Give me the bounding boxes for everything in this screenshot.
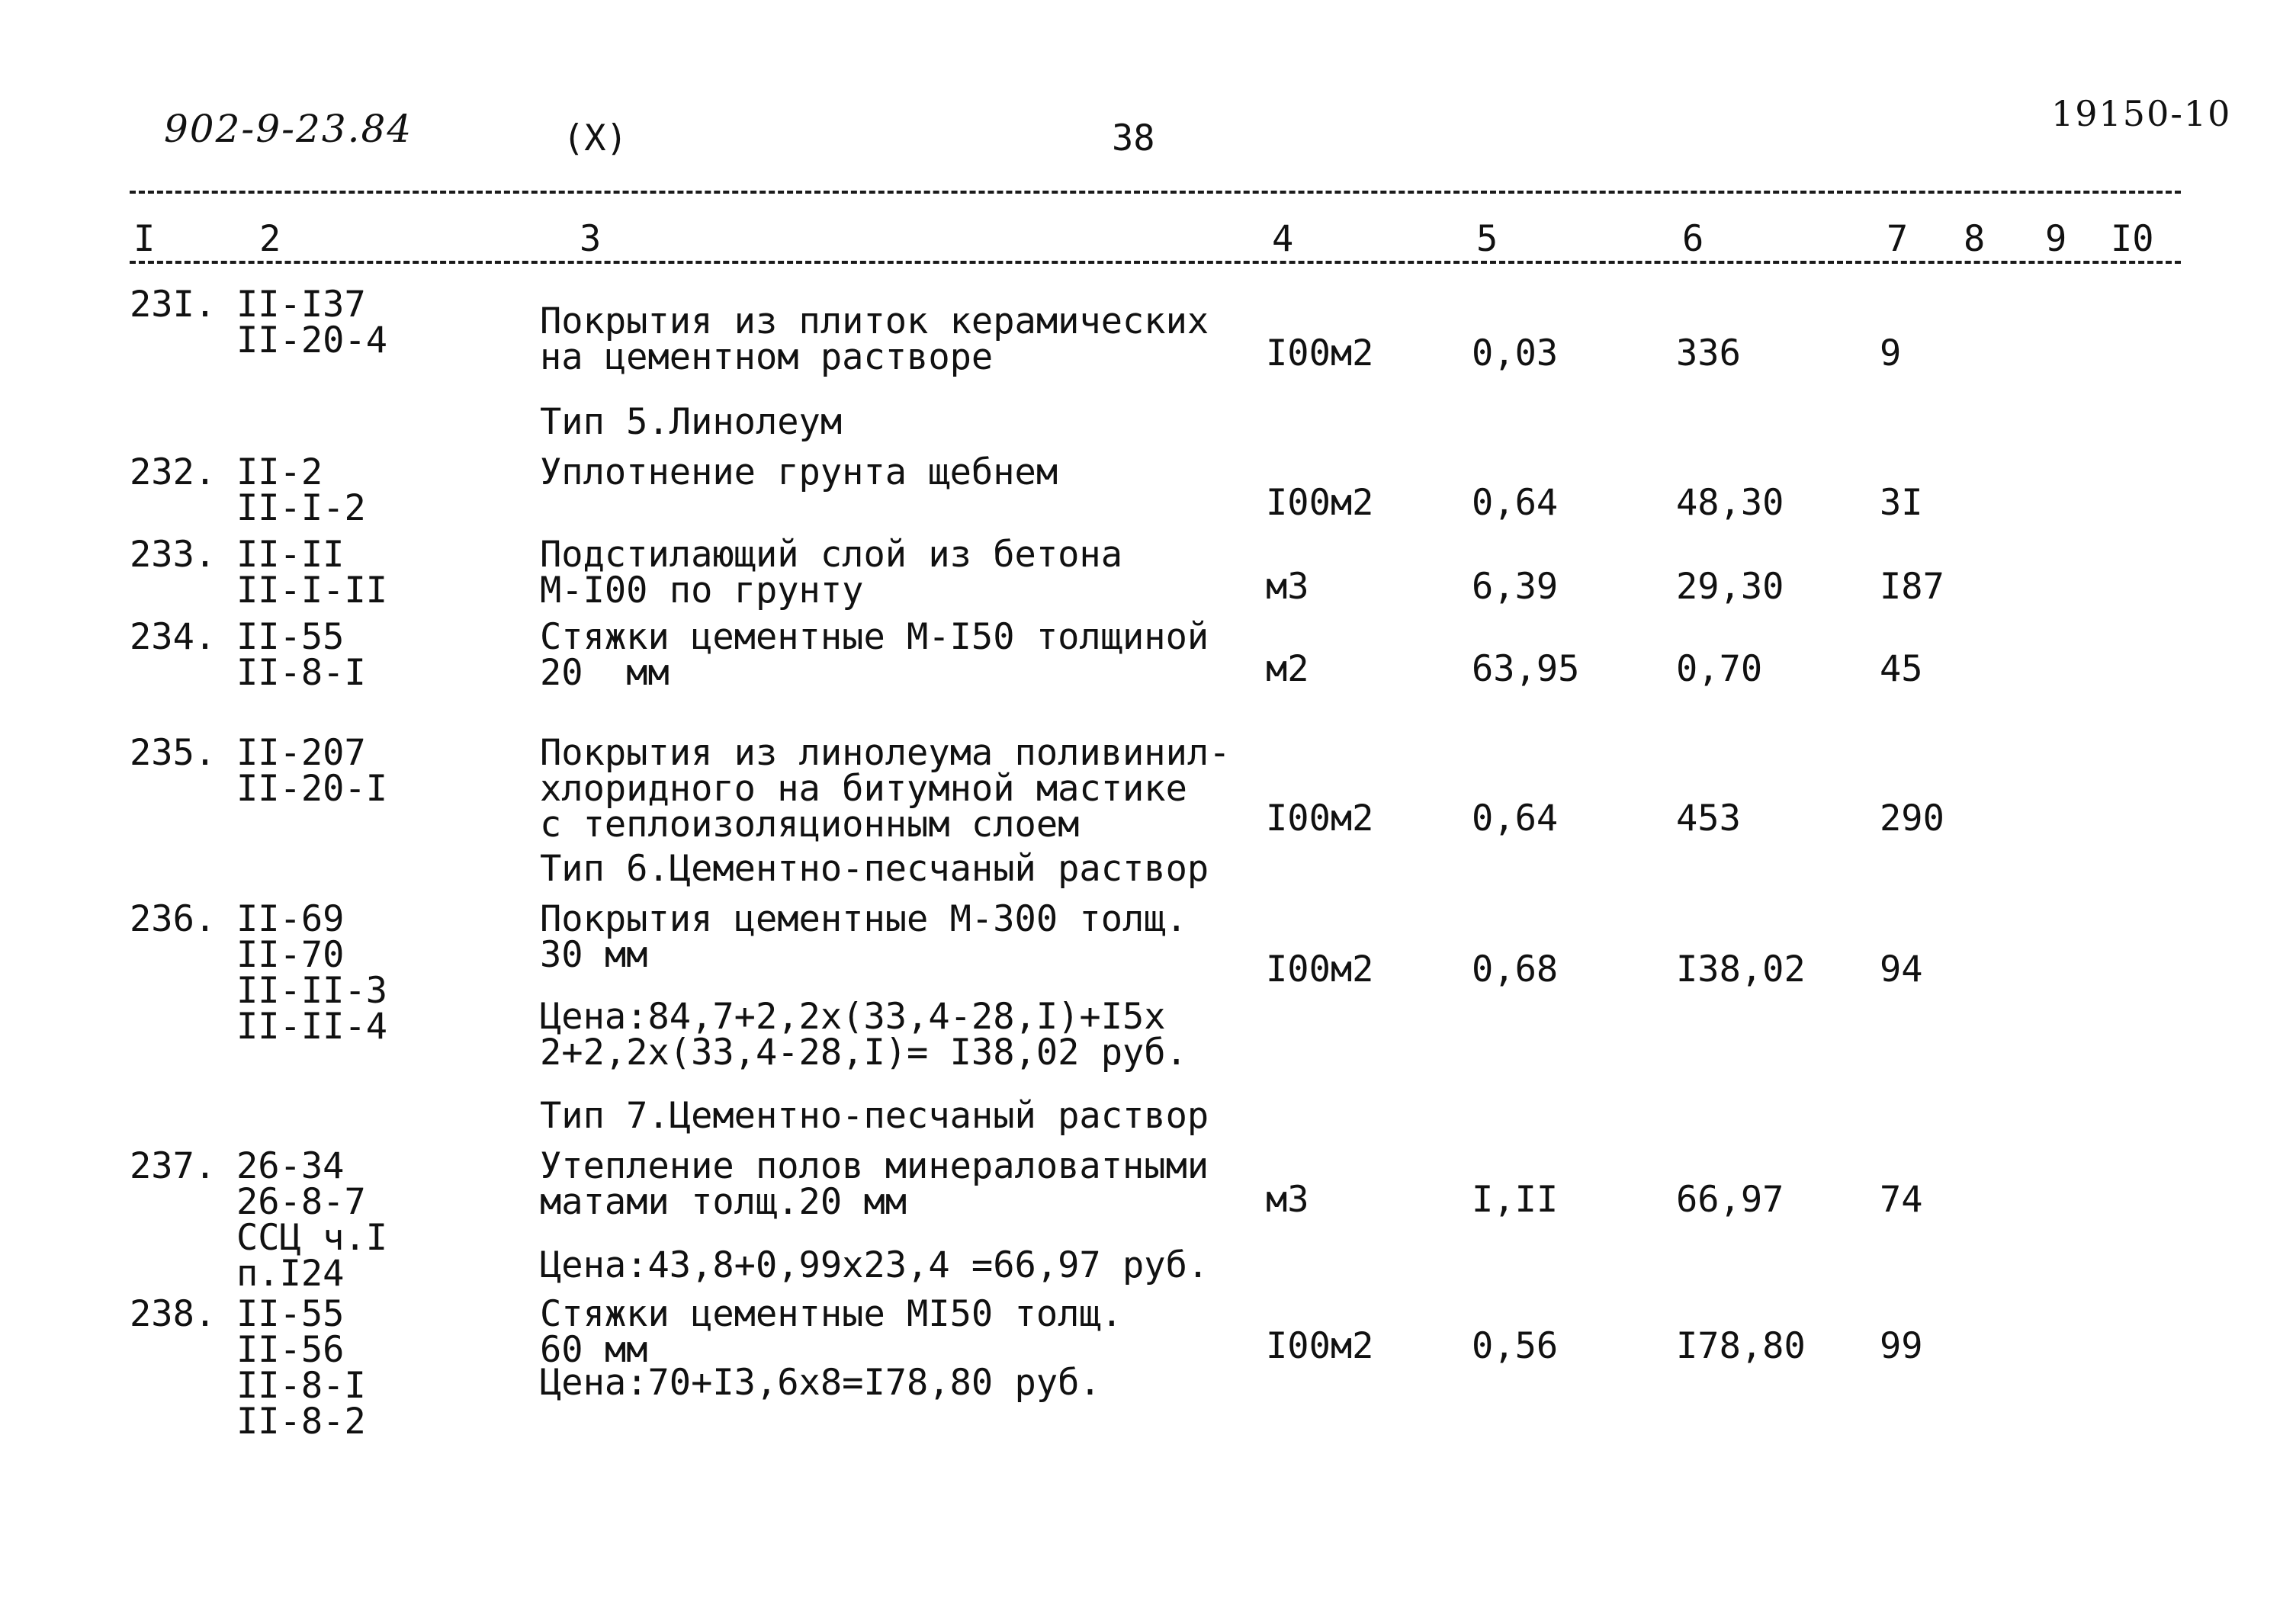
column-header-4: 4 bbox=[1272, 218, 1294, 260]
row-quantity: 0,64 bbox=[1472, 798, 1559, 839]
row-number: 23I. bbox=[130, 284, 217, 326]
column-header-6: 6 bbox=[1682, 218, 1704, 260]
row-price: 29,30 bbox=[1676, 566, 1784, 608]
row-price: 66,97 bbox=[1676, 1179, 1784, 1221]
row-price-note: Цена:43,8+0,99х23,4 =66,97 руб. bbox=[540, 1244, 1209, 1286]
row-unit: м3 bbox=[1266, 1179, 1309, 1221]
row-description: Утепление полов минераловатными матами толщ.20 мм bbox=[540, 1145, 1209, 1223]
row-quantity: 0,68 bbox=[1472, 949, 1559, 990]
row-codes: II-55 II-8-I bbox=[236, 616, 366, 694]
row-codes: 26-34 26-8-7 ССЦ ч.I п.I24 bbox=[236, 1145, 388, 1295]
row-codes: II-II II-I-II bbox=[236, 534, 388, 611]
header-rule-bottom bbox=[130, 261, 2181, 264]
inventory-number: 19150-10 bbox=[2051, 93, 2232, 134]
row-unit: I00м2 bbox=[1266, 332, 1374, 374]
section-heading: Тип 7.Цементно-песчаный раствор bbox=[540, 1095, 1209, 1137]
row-description: Стяжки цементные МI50 толщ. 60 мм bbox=[540, 1293, 1123, 1371]
row-unit: I00м2 bbox=[1266, 949, 1374, 990]
row-quantity: I,II bbox=[1472, 1179, 1559, 1221]
row-codes: II-69 II-70 II-II-3 II-II-4 bbox=[236, 898, 388, 1048]
row-price: 336 bbox=[1676, 332, 1741, 374]
row-total: 290 bbox=[1880, 798, 1944, 839]
column-header-3: 3 bbox=[580, 218, 602, 260]
row-quantity: 63,95 bbox=[1472, 648, 1580, 690]
row-number: 235. bbox=[130, 732, 217, 774]
document-code: 902-9-23.84 bbox=[164, 107, 413, 151]
row-codes: II-55 II-56 II-8-I II-8-2 bbox=[236, 1293, 366, 1443]
row-description: Покрытия цементные М-300 толщ. 30 мм bbox=[540, 898, 1187, 976]
row-price-note: Цена:70+I3,6х8=I78,80 руб. bbox=[540, 1362, 1101, 1404]
row-price: I78,80 bbox=[1676, 1325, 1806, 1367]
row-description: Покрытия из плиток керамических на цементном растворе bbox=[540, 300, 1209, 378]
row-quantity: 0,56 bbox=[1472, 1325, 1559, 1367]
row-total: 9 bbox=[1880, 332, 1902, 374]
column-header-9: 9 bbox=[2045, 218, 2067, 260]
row-unit: I00м2 bbox=[1266, 482, 1374, 524]
row-codes: II-2 II-I-2 bbox=[236, 451, 366, 529]
row-number: 237. bbox=[130, 1145, 217, 1187]
row-quantity: 0,03 bbox=[1472, 332, 1559, 374]
row-codes: II-I37 II-20-4 bbox=[236, 284, 388, 361]
section-heading: Тип 6.Цементно-песчаный раствор bbox=[540, 848, 1209, 890]
row-total: I87 bbox=[1880, 566, 1944, 608]
column-header-8: 8 bbox=[1964, 218, 1986, 260]
row-price: 0,70 bbox=[1676, 648, 1763, 690]
column-header-10: I0 bbox=[2111, 218, 2154, 260]
row-number: 234. bbox=[130, 616, 217, 658]
row-total: 94 bbox=[1880, 949, 1923, 990]
row-description: Уплотнение грунта щебнем bbox=[540, 451, 1058, 493]
row-description: Подстилающий слой из бетона М-I00 по грунту bbox=[540, 534, 1123, 611]
row-number: 233. bbox=[130, 534, 217, 576]
row-total: 74 bbox=[1880, 1179, 1923, 1221]
row-number: 232. bbox=[130, 451, 217, 493]
row-description: Покрытия из линолеума поливинил- хлоридного на битумной мастике с теплоизоляционным слоем bbox=[540, 732, 1231, 846]
row-number: 236. bbox=[130, 898, 217, 940]
row-total: 3I bbox=[1880, 482, 1923, 524]
section-heading: Тип 5.Линолеум bbox=[540, 401, 843, 443]
row-description: Стяжки цементные М-I50 толщиной 20 мм bbox=[540, 616, 1209, 694]
row-total: 99 bbox=[1880, 1325, 1923, 1367]
row-unit: м3 bbox=[1266, 566, 1309, 608]
column-header-1: I bbox=[133, 218, 156, 260]
row-price: 48,30 bbox=[1676, 482, 1784, 524]
header-rule-top bbox=[130, 191, 2181, 194]
row-number: 238. bbox=[130, 1293, 217, 1335]
row-unit: I00м2 bbox=[1266, 1325, 1374, 1367]
column-header-5: 5 bbox=[1476, 218, 1498, 260]
page-number: 38 bbox=[1112, 117, 1155, 159]
row-unit: I00м2 bbox=[1266, 798, 1374, 839]
row-price-note: Цена:84,7+2,2х(33,4-28,I)+I5х 2+2,2х(33,4-28,I)= I38,02 руб. bbox=[540, 996, 1187, 1074]
row-codes: II-207 II-20-I bbox=[236, 732, 388, 810]
section-marker: (X) bbox=[563, 117, 628, 159]
row-unit: м2 bbox=[1266, 648, 1309, 690]
row-total: 45 bbox=[1880, 648, 1923, 690]
row-quantity: 6,39 bbox=[1472, 566, 1559, 608]
column-header-2: 2 bbox=[259, 218, 281, 260]
column-header-7: 7 bbox=[1887, 218, 1909, 260]
row-price: I38,02 bbox=[1676, 949, 1806, 990]
row-price: 453 bbox=[1676, 798, 1741, 839]
row-quantity: 0,64 bbox=[1472, 482, 1559, 524]
